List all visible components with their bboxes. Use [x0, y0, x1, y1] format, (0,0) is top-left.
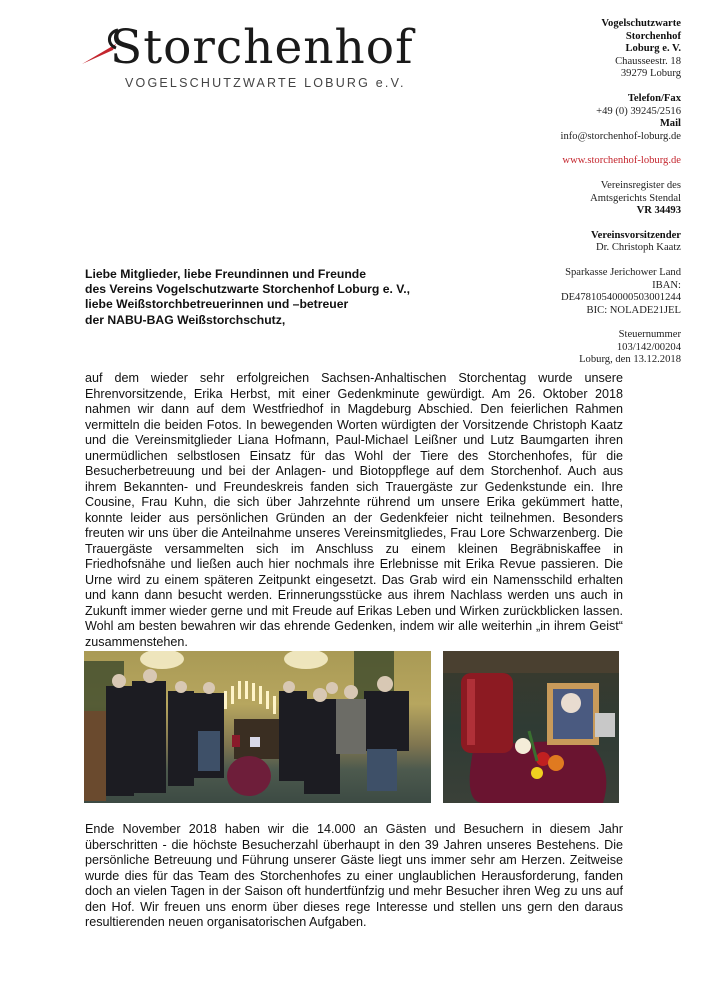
salutation-line: der NABU-BAG Weißstorchschutz,: [85, 312, 286, 327]
org-name: Vogelschutzwarte: [601, 18, 681, 29]
chair-label: Vereinsvorsitzender: [590, 229, 681, 241]
register-line: Amtsgerichts Stendal: [590, 192, 681, 204]
salutation-line: des Vereins Vogelschutzwarte Storchenhof Loburg e. V.,: [85, 282, 411, 297]
mail-link[interactable]: info@storchenhof-loburg.de: [560, 130, 681, 142]
sender-block: [491, 18, 681, 367]
group-of-mourners-photo: [84, 651, 431, 803]
iban-label: IBAN:: [652, 279, 681, 291]
bic: BIC: NOLADE21JEL: [586, 304, 681, 316]
iban: DE47810540000503001244: [560, 292, 681, 304]
city: 39279 Loburg: [620, 68, 681, 80]
org-name: Loburg e. V.: [625, 43, 681, 55]
place-date: Loburg, den 13.12.2018: [579, 354, 681, 366]
body-paragraph-1: auf dem wieder sehr erfolgreichen Sachsen-Anhaltischen Storchentag wurde unsere Ehrenvorsitzende, Erika Herbst, mit einer Gedenkminute gewürdigt. Am 26. Oktober 2018 nahmen wir dann auf dem Westfriedhof in Magdeburg Abschied. Den feierlichen Rahmen vermitteln die beiden Fotos. In bewegenden Worten würdigten der Vorsitzende Christoph Kaatz und die Vereinsmitglieder Liana Hofmann, Paul-Michael Leißner und Lutz Baumgarten ihren unermüdlichen selbstlosen Einsatz für das Wohl der Tiere des Storchenhofes, für die Besucherbetreuung und bei der Anlagen- und Biotoppflege auf dem Storchenhof. Auch aus ihrem Bekannten- und Freundeskreis fanden sich Trauergäste zur Gedenkstunde ein. Ihre Cousine, Frau Kuhn, die sich über Jahrzehnte rührend um unsere Erika gekümmert hatte, konnte leider aus persönlichen Gründen an der Gedenkfeier nicht teilnehmen. Besonders freuten wir uns über die Anteilnahme unseres Vereinsmitgliedes, Frau Lore Schwarzenberg. Die Trauergäste versammelten sich im Anschluss zu einem kleinen Begräbniskaffee in Friedhofsnähe und ließen auch hier nochmals ihre Erlebnisse mit Erika Revue passieren. Die Urne wird zu einem späteren Zeitpunkt eingesetzt. Das Grab wird ein Namensschild erhalten und kann dann besucht werden. Erinnerungsstücke aus ihrem Nachlass werden uns auch in Zukunft immer wieder gerne und mit Freude auf Erikas Leben und Wirken zurückblicken lassen. Wohl am besten bewahren wir das ehrende Gedenken, indem wir alle weiterhin „in ihrem Geist“ zusammenstehen.: [85, 371, 623, 649]
salutation-line: Liebe Mitglieder, liebe Freundinnen und Freunde: [85, 267, 367, 281]
bank-name: Sparkasse Jerichower Land: [565, 266, 681, 278]
org-name: Storchenhof: [625, 30, 681, 42]
register-number: VR 34493: [636, 205, 681, 217]
phone-label: Telefon/Fax: [627, 92, 681, 104]
tax-number: 103/142/00204: [616, 341, 681, 353]
tax-label: Steuernummer: [618, 329, 681, 341]
logo: [80, 20, 414, 92]
chair-name: Dr. Christoph Kaatz: [595, 242, 681, 254]
body-paragraph-2: Ende November 2018 haben wir die 14.000 an Gästen und Besuchern in diesem Jahr überschritten - die höchste Besucherzahl überhaupt in den 39 Jahren unseres Bestehens. Die persönliche Betreuung und Führung unserer Gäste liegt uns immer sehr am Herzen. Zeitweise wurde dies für das Team des Storchenhofes zu einer unglaublichen Herausforderung, fanden doch an vielen Tagen in der Saison oft hundertfünfzig und mehr Besucher ihren Weg zu uns auf den Hof. Wir freuen uns enorm über dieses rege Interesse und stellen uns gern den daraus resultierenden neuen organisatorischen Aufgaben.: [85, 822, 623, 929]
salutation: [85, 267, 410, 328]
street: Chausseestr. 18: [615, 55, 681, 67]
website-link[interactable]: www.storchenhof-loburg.de: [562, 155, 681, 167]
urn-and-portrait-photo: [443, 651, 619, 803]
logo-wordmark: Storchenhof: [110, 20, 414, 75]
phone: +49 (0) 39245/2516: [596, 105, 681, 117]
register-line: Vereinsregister des: [600, 179, 681, 191]
logo-subtitle: VOGELSCHUTZWARTE LOBURG e.V.: [125, 76, 406, 90]
salutation-line: liebe Weißstorchbetreuerinnen und –betreuer: [85, 297, 349, 312]
mail-label: Mail: [659, 118, 681, 130]
